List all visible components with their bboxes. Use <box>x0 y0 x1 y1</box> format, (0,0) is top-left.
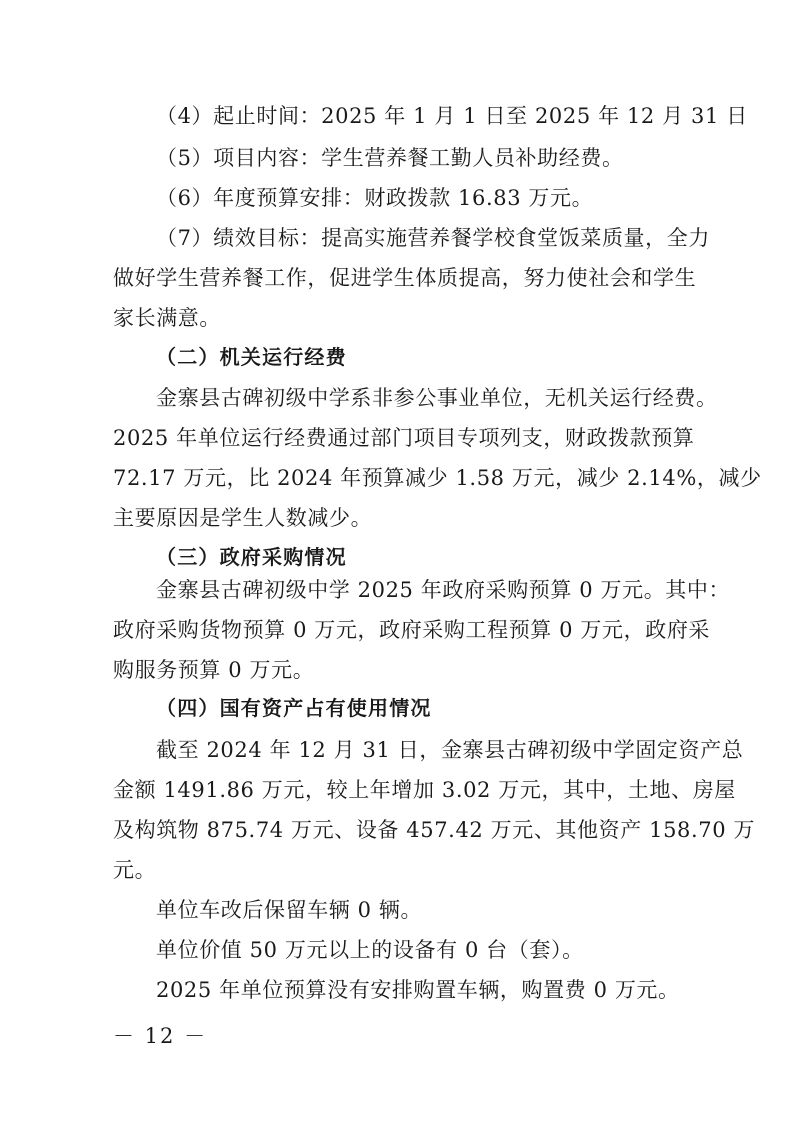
paragraph-line: 主要原因是学生人数减少。 <box>113 506 373 530</box>
section-heading-state-assets: （四）国有资产占有使用情况 <box>156 696 432 720</box>
vehicles-line: 单位车改后保留车辆 0 辆。 <box>156 898 423 922</box>
item-4-period-line: （4）起止时间：2025 年 1 月 1 日至 2025 年 12 月 31 日 <box>156 104 748 128</box>
item-5-content-line: （5）项目内容：学生营养餐工勤人员补助经费。 <box>156 146 624 170</box>
paragraph-line: 做好学生营养餐工作，促进学生体质提高，努力使社会和学生 <box>113 266 697 290</box>
item-7-goal-line: （7）绩效目标：提高实施营养餐学校食堂饭菜质量，全力 <box>156 226 710 250</box>
section-heading-operating-expenses: （二）机关运行经费 <box>156 345 347 369</box>
paragraph-line: 政府采购货物预算 0 万元，政府采购工程预算 0 万元，政府采 <box>113 618 711 642</box>
page-number: － 12 － <box>113 1024 208 1048</box>
paragraph-line: 金寨县古碑初级中学系非参公事业单位，无机关运行经费。 <box>156 386 718 410</box>
paragraph-line: 元。 <box>113 858 157 882</box>
paragraph-line: 72.17 万元，比 2024 年预算减少 1.58 万元，减少 2.14%，减少 <box>113 466 762 490</box>
item-6-budget-line: （6）年度预算安排：财政拨款 16.83 万元。 <box>156 186 594 210</box>
paragraph-line: 购服务预算 0 万元。 <box>113 658 315 682</box>
paragraph-line: 金额 1491.86 万元，较上年增加 3.02 万元，其中，土地、房屋 <box>113 778 736 802</box>
paragraph-line: 家长满意。 <box>113 306 221 330</box>
paragraph-line: 截至 2024 年 12 月 31 日，金寨县古碑初级中学固定资产总 <box>156 738 744 762</box>
section-heading-procurement: （三）政府采购情况 <box>156 545 347 569</box>
equipment-line: 单位价值 50 万元以上的设备有 0 台（套）。 <box>156 938 584 962</box>
paragraph-line: 及构筑物 875.74 万元、设备 457.42 万元、其他资产 158.70 万 <box>113 818 756 842</box>
paragraph-line: 2025 年单位运行经费通过部门项目专项列支，财政拨款预算 <box>113 426 695 450</box>
paragraph-line: 金寨县古碑初级中学 2025 年政府采购预算 0 万元。其中： <box>156 578 731 602</box>
vehicle-purchase-line: 2025 年单位预算没有安排购置车辆，购置费 0 万元。 <box>156 978 680 1002</box>
